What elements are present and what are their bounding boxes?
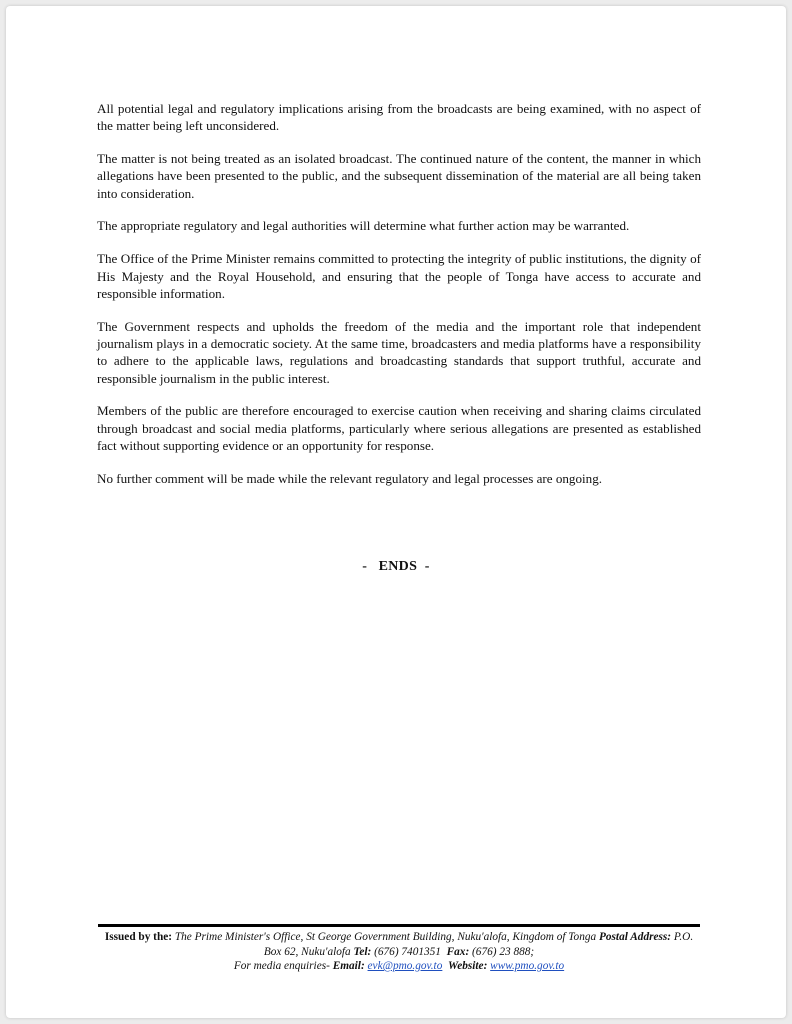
- issued-by-text: The Prime Minister's Office, St George Government Building, Nuku'alofa, Kingdom of Tonga: [174, 931, 597, 943]
- fax-label: Fax:: [446, 945, 470, 958]
- website-link[interactable]: www.pmo.gov.to: [490, 960, 565, 972]
- ends-marker: - ENDS -: [362, 559, 430, 574]
- fax-value: (676) 23 888;: [472, 945, 535, 958]
- paragraph-4: The Office of the Prime Minister remains committed to protecting the integrity of public institutions, the dignity of His Majesty and the Royal Household, and ensuring that the people of Tonga have access to accurate and responsible information.: [97, 251, 701, 301]
- paragraph-2: The matter is not being treated as an isolated broadcast. The continued nature of the content, the manner in which allegations have been presented to the public, and the subsequent dissemination of the material are all being taken into consideration.: [97, 151, 701, 201]
- paragraph-5: The Government respects and upholds the freedom of the media and the important role that independent journalism plays in a democratic society. At the same time, broadcasters and media platforms have a responsibility to adhere to the applicable laws, regulations and broadcasting standards that support truthful, accurate and responsible journalism in the public interest.: [97, 318, 701, 386]
- paragraph-1: All potential legal and regulatory implications arising from the broadcasts are being examined, with no aspect of the matter being left unconsidered.: [97, 101, 701, 134]
- paragraph-6: Members of the public are therefore encouraged to exercise caution when receiving and sharing claims circulated through broadcast and social media platforms, particularly where serious allegations are presented as established fact without supporting evidence or an opportunity for response.: [97, 403, 701, 453]
- paragraph-3: The appropriate regulatory and legal authorities will determine what further action may be warranted.: [97, 218, 630, 234]
- postal-address-value: P.O. Box 62, Nuku'alofa: [263, 931, 694, 958]
- document-body: [97, 100, 701, 503]
- issued-by-label: Issued by the:: [104, 931, 172, 943]
- postal-address-label: Postal Address:: [598, 931, 672, 943]
- tel-label: Tel:: [353, 945, 372, 958]
- document-page: [6, 6, 786, 1018]
- email-link[interactable]: evk@pmo.gov.to: [367, 960, 443, 972]
- email-label: Email:: [332, 960, 365, 972]
- media-enquiries-text: For media enquiries-: [233, 960, 330, 972]
- website-label: Website:: [448, 960, 488, 972]
- tel-value: (676) 7401351: [374, 945, 441, 958]
- footer-contact-block: [98, 924, 700, 974]
- paragraph-7: No further comment will be made while the relevant regulatory and legal processes are ongoing.: [97, 470, 603, 486]
